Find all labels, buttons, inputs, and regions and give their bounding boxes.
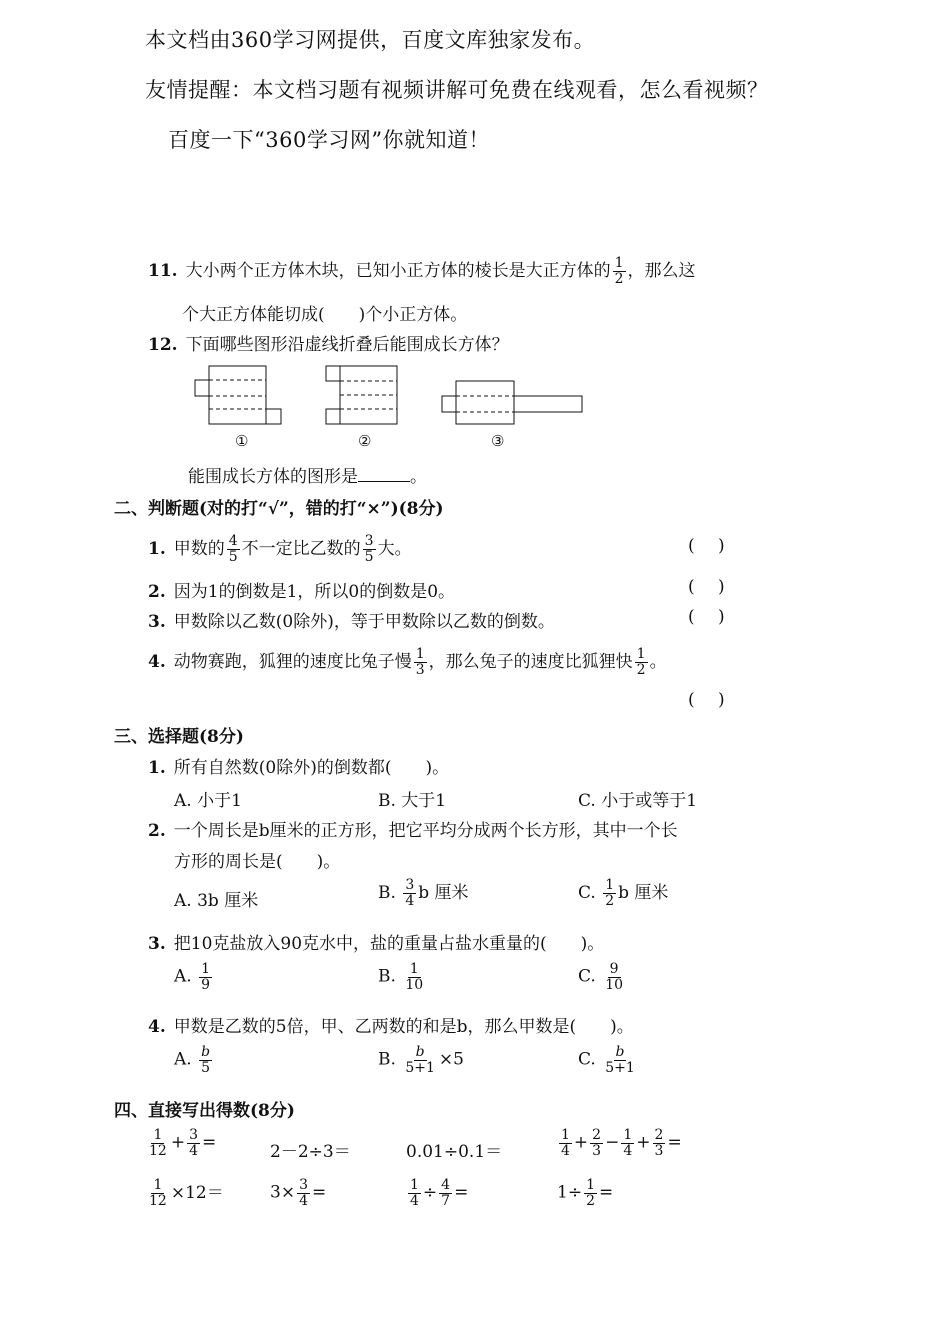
section-3-title: 三、选择题(8分) [114,727,244,747]
numerator: 1 [636,646,646,663]
choice-4-option-a[interactable] [174,1045,214,1075]
question-text: 甲数除以乙数(0除外)，等于甲数除以乙数的倒数。 [173,612,555,632]
fraction [603,962,625,992]
fraction [199,1045,212,1075]
fraction [603,878,616,908]
question-number: 2. [148,821,166,841]
option-label: A. [174,891,192,911]
denominator: 2 [636,662,646,678]
numerator: 1 [623,1127,633,1143]
denominator: 12 [149,1142,167,1159]
calc-7 [406,1178,468,1208]
denominator: 7 [441,1192,451,1209]
denominator: 4 [410,1192,419,1209]
denominator: 4 [299,1192,308,1209]
denominator: 4 [405,893,415,909]
choice-4-option-c[interactable] [578,1045,639,1075]
fraction [199,962,212,992]
section-2-title: 二、判断题(对的打“√”，错的打“×”)(8分) [114,499,444,519]
net-label-3: ③ [491,432,505,450]
net-label-1: ① [235,432,249,450]
fraction [403,1045,437,1075]
operator: + [636,1132,651,1153]
option-text: ×5 [438,1049,464,1070]
calc-2: 2－2÷3＝ [270,1142,351,1162]
choice-question-2-line-2: 方形的周长是( )。 [174,852,341,872]
denominator: 3 [415,662,425,678]
choice-question-4 [148,1012,634,1037]
paren-close: ) [718,607,725,627]
numerator: 1 [586,1177,595,1193]
question-text: 下面哪些图形沿虚线折叠后能围成长方体？ [185,335,509,355]
option-label: B. [378,1049,396,1070]
question-text: 大。 [377,539,412,559]
operator: + [573,1132,589,1153]
denominator: 9 [201,976,211,993]
calc-3: 0.01÷0.1＝ [406,1142,503,1162]
numerator: 1 [153,1177,163,1194]
equals: = [311,1182,327,1203]
question-number: 4. [148,652,166,672]
denominator: 2 [614,271,624,287]
fraction [414,647,427,677]
header-line-2: 友情提醒：本文档习题有视频讲解可免费在线观看，怎么看视频？ [145,78,769,102]
net-figure-2 [326,366,397,424]
paren-open: ( [688,690,695,710]
numerator: 1 [605,877,615,894]
calc-8 [557,1178,613,1208]
fraction [621,1128,634,1158]
question-number: 4. [148,1017,166,1037]
denominator: 10 [405,976,424,993]
numerator: 3 [405,877,415,894]
section-4-title: 四、直接写出得数(8分) [114,1101,295,1121]
fraction [147,1178,169,1208]
question-number: 2. [148,582,166,602]
operator: ÷ [422,1182,438,1203]
option-text: b 厘米 [618,883,669,903]
denominator: 4 [561,1142,570,1159]
net-figure-1 [195,366,281,424]
numerator: 2 [654,1127,664,1143]
option-label: B. [378,966,396,987]
choice-1-option-b[interactable]: B. 大于1 [378,791,447,811]
numerator: 1 [614,255,624,272]
denominator: 4 [623,1142,633,1159]
question-number: 1. [148,539,166,559]
answer-blank[interactable] [358,467,410,482]
judge-question-4 [148,647,667,678]
numerator: 4 [228,533,238,550]
numerator: b [615,1044,625,1060]
option-label: A. [174,1049,192,1070]
question-text: 甲数是乙数的5倍，甲、乙两数的和是b，那么甲数是( )。 [173,1017,634,1037]
numerator: b [201,1044,211,1060]
fraction [403,962,425,992]
question-text: ，那么兔子的速度比狐狸快 [428,652,633,672]
answer-end: 。 [410,467,427,487]
question-text: 一个周长是b厘米的正方形，把它平均分成两个长方形，其中一个长 [173,821,678,841]
judge-question-3 [148,607,555,632]
question-number: 12. [148,335,178,355]
denominator: 4 [189,1142,198,1159]
denominator: 3 [654,1142,664,1159]
answer-paren-3[interactable] [688,607,748,627]
question-number: 3. [148,612,166,632]
numerator: 3 [364,533,374,550]
fraction [439,1178,452,1208]
denominator: 5 [201,1059,211,1076]
option-text: 3b 厘米 [197,891,259,911]
question-number: 1. [148,758,166,778]
question-number: 3. [148,934,166,954]
equals: = [598,1182,614,1203]
choice-3-option-b[interactable] [378,962,427,992]
numerator: 1 [561,1127,570,1143]
equals: = [667,1132,682,1153]
choice-4-option-b[interactable] [378,1045,464,1075]
question-text: 所有自然数(0除外)的倒数都( )。 [173,758,450,778]
fraction [403,878,416,908]
question-text: 因为1的倒数是1，所以0的倒数是0。 [173,582,456,602]
option-label: A. [174,966,192,987]
header-line-3: 百度一下“360学习网”你就知道！ [168,128,491,152]
answer-prompt: 能围成长方体的图形是 [188,467,358,487]
judge-question-2 [148,577,455,602]
paren-close: ) [718,577,725,597]
question-text: 把10克盐放入90克水中，盐的重量占盐水重量的( )。 [173,934,605,954]
paren-close: ) [718,536,725,556]
numerator: b [415,1044,425,1060]
fraction [584,1178,597,1208]
answer-paren-1[interactable] [688,536,748,556]
denominator: 3 [592,1142,602,1159]
numerator: 3 [189,1127,198,1143]
denominator: 12 [149,1193,167,1209]
fraction [363,534,376,564]
calc-6 [270,1178,326,1208]
equals: = [202,1132,217,1153]
question-11-line-2: 个大正方体能切成( )个小正方体。 [182,305,468,325]
choice-3-option-c[interactable] [578,962,627,992]
option-label: B. [378,883,396,903]
answer-paren-2[interactable] [688,577,748,597]
question-text: 动物赛跑，狐狸的速度比兔子慢 [173,652,412,672]
fraction [559,1128,572,1158]
paren-open: ( [688,536,695,556]
paren-open: ( [688,577,695,597]
fraction [147,1128,169,1158]
denominator: 2 [586,1192,595,1209]
judge-question-1 [148,534,412,565]
question-text: 甲数的 [173,539,225,559]
fraction [653,1128,666,1158]
choice-2-option-b[interactable] [378,878,469,909]
question-text: 。 [649,652,667,672]
answer-paren-4[interactable] [688,690,748,710]
denominator: 5+1 [405,1059,435,1076]
paren-close: ) [718,690,725,710]
calc-1 [145,1128,216,1158]
numerator: 9 [609,961,619,977]
option-label: C. [578,1049,596,1070]
numerator: 3 [299,1177,308,1193]
denominator: 10 [605,976,624,993]
operator: − [605,1132,620,1153]
choice-1-option-a[interactable]: A. 小于1 [174,791,242,811]
choice-question-3 [148,929,604,954]
fraction [187,1128,200,1158]
numerator: 1 [201,961,211,977]
question-text: ，那么这 [627,261,696,281]
fraction [227,534,240,564]
numerator: 4 [441,1177,451,1193]
option-label: C. [578,966,596,987]
fraction [297,1178,310,1208]
fraction [635,647,648,677]
option-label: C. [578,883,596,903]
question-number: 11. [148,261,178,281]
choice-3-option-a[interactable] [174,962,214,992]
question-text: 不一定比乙数的 [241,539,361,559]
choice-1-option-c[interactable]: C. 小于或等于1 [578,791,698,811]
choice-question-2 [148,816,678,841]
operator: ×12＝ [170,1183,224,1203]
choice-2-option-c[interactable] [578,878,668,909]
option-text: b 厘米 [418,883,469,903]
denominator: 2 [605,893,615,909]
equals: = [454,1182,469,1203]
header-line-1: 本文档由360学习网提供，百度文库独家发布。 [145,28,596,52]
numerator: 2 [592,1127,602,1143]
denominator: 5 [364,549,374,565]
fraction [603,1045,637,1075]
denominator: 5 [228,549,238,565]
question-text: 大小两个正方体木块，已知小正方体的棱长是大正方体的 [185,261,611,281]
operator: + [170,1132,186,1153]
denominator: 5+1 [605,1059,635,1076]
question-12-answer [188,462,427,487]
calc-4 [557,1128,682,1158]
net-figures [0,0,950,470]
paren-open: ( [688,607,695,627]
net-figure-3 [442,381,582,424]
net-label-2: ② [358,432,372,450]
numerator: 1 [415,646,425,663]
numerator: 1 [410,1177,419,1193]
fraction [590,1128,603,1158]
numerator: 1 [409,961,419,977]
calc-5 [145,1178,224,1209]
operator: 1÷ [557,1182,583,1203]
numerator: 1 [153,1127,163,1143]
fraction [408,1178,421,1208]
choice-2-option-a[interactable] [174,886,258,911]
operator: 3× [270,1182,296,1203]
choice-question-1 [148,753,449,778]
